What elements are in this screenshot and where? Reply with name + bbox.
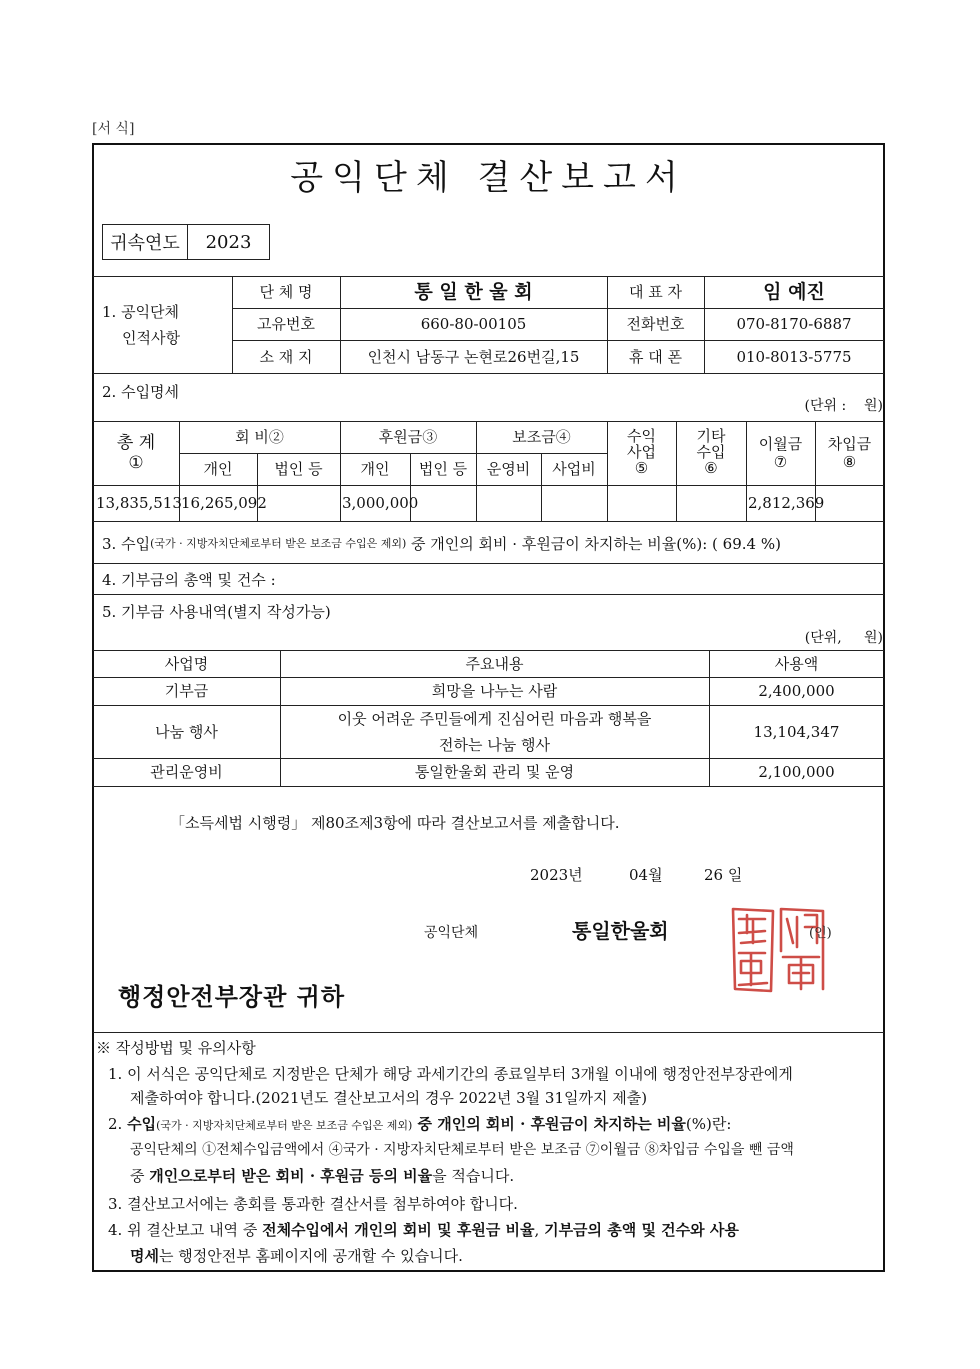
subsidy-ops-header: 운영비 xyxy=(486,460,531,478)
usage-row-amount: 13,104,347 xyxy=(753,722,840,741)
other-income-text1: 기타 xyxy=(696,427,726,446)
phone-value: 070-8170-6887 xyxy=(736,315,852,333)
subsidy-project-header: 사업비 xyxy=(552,460,596,478)
note-1-line1: 1. 이 서식은 공익단체로 지정받은 단체가 해당 과세기간의 종료일부터 3개월 이내에 행정안전부장관에게 xyxy=(108,1065,793,1083)
dues-individual-value: 16,265,092 xyxy=(181,494,267,512)
usage-header-name: 사업명 xyxy=(164,654,209,673)
dues-corp-header: 법인 등 xyxy=(274,460,323,478)
note-2-line1 xyxy=(108,1111,884,1139)
year-value: 2023 xyxy=(205,231,252,253)
loan-num: ⑧ xyxy=(842,453,857,471)
business-income-header xyxy=(607,421,676,485)
official-seal-stamp xyxy=(727,903,832,995)
usage-header-content: 주요내용 xyxy=(465,654,524,673)
donation-header: 후원금③ xyxy=(378,428,438,446)
usage-header-amount: 사용액 xyxy=(774,654,819,673)
address-value: 인천시 남동구 논현로26번길,15 xyxy=(367,347,580,366)
note-2-tail: (%)란: xyxy=(685,1115,732,1133)
note-2-exclusion: (국가 · 지방자치단체로부터 받은 보조금 수입은 제외) xyxy=(156,1119,413,1132)
address-label: 소 재 지 xyxy=(259,347,313,366)
note-2-l3a: 중 xyxy=(130,1167,150,1185)
usage-row-content: 통일한울회 관리 및 운영 xyxy=(414,763,575,781)
notes-heading: ※ 작성방법 및 유의사항 xyxy=(96,1039,256,1057)
section3-note: (국가 · 지방자치단체로부터 받은 보조금 수입은 제외) xyxy=(150,537,407,550)
subsidy-header: 보조금④ xyxy=(512,428,571,446)
representative-label: 대 표 자 xyxy=(628,283,682,301)
other-income-header xyxy=(676,421,746,485)
note-2-ratio-title: 중 개인의 회비 · 후원금이 차지하는 비율 xyxy=(412,1115,686,1133)
note-4-line2 xyxy=(130,1243,463,1269)
note-4-e: 명세 xyxy=(130,1247,159,1265)
section5-unit: (단위, 원) xyxy=(804,630,883,646)
carryover-num: ⑦ xyxy=(773,453,788,471)
note-2-line2: 공익단체의 ①전체수입금액에서 ④국가 · 지방자치단체로부터 받은 보조금 ⑦이월금 ⑧차입금 수입을 뺀 금액 xyxy=(130,1142,794,1158)
usage-row-content-line1: 이웃 어려운 주민들에게 진심어린 마음과 행복을 xyxy=(337,709,652,728)
usage-row-name: 나눔 행사 xyxy=(155,722,218,741)
loan-header xyxy=(815,421,884,485)
signer-label: 공익단체 xyxy=(424,925,479,941)
date-month: 04월 xyxy=(629,866,663,884)
other-income-num: ⑥ xyxy=(704,458,718,477)
note-2-income: 수입 xyxy=(127,1115,157,1133)
dues-header: 회 비② xyxy=(235,428,284,446)
note-1-line2: 제출하여야 합니다.(2021년도 결산보고서의 경우 2022년 3월 31일까지 제출) xyxy=(130,1089,648,1107)
usage-row-content-line2: 전하는 나눔 행사 xyxy=(439,735,550,754)
usage-row-name: 관리운영비 xyxy=(150,763,223,781)
section1-label-sub: 인적사항 xyxy=(122,328,180,347)
note-4-line1 xyxy=(108,1217,884,1243)
note-2-l3b: 개인으로부터 받은 회비 · 후원금 등의 비율 xyxy=(149,1167,433,1185)
section5-label: 5. 기부금 사용내역(별지 작성가능) xyxy=(102,602,331,621)
note-2-l3c: 을 적습니다. xyxy=(432,1167,515,1185)
other-income-text2: 수입 xyxy=(696,443,726,462)
year-label: 귀속연도 xyxy=(103,225,188,259)
mobile-label: 휴 대 폰 xyxy=(628,347,682,366)
addressee: 행정안전부장관 귀하 xyxy=(118,982,346,1011)
note-3: 3. 결산보고서에는 총회를 통과한 결산서를 첨부하여야 합니다. xyxy=(108,1195,518,1213)
carryover-value: 2,812,369 xyxy=(748,494,825,512)
section2-label: 2. 수입명세 xyxy=(102,382,180,401)
reg-number-label: 고유번호 xyxy=(257,315,315,333)
note-4-c: , xyxy=(534,1221,545,1239)
date-year: 2023년 xyxy=(530,866,583,884)
total-header-text: 총 계 xyxy=(116,432,156,453)
year-box xyxy=(102,224,270,260)
note-4-a: 4. 위 결산보고 내역 중 xyxy=(108,1221,263,1239)
mobile-value: 010-8013-5775 xyxy=(736,347,852,366)
business-income-num: ⑤ xyxy=(634,458,649,477)
representative-value: 임 예진 xyxy=(763,280,825,303)
note-4-f: 는 행정안전부 홈페이지에 공개할 수 있습니다. xyxy=(158,1247,463,1265)
form-label: [서 식] xyxy=(92,121,135,137)
loan-text: 차입금 xyxy=(827,435,872,453)
note-4-b: 전체수입에서 개인의 회비 및 후원금 비율 xyxy=(262,1221,535,1239)
usage-row-amount: 2,100,000 xyxy=(758,763,835,781)
total-header xyxy=(93,421,179,485)
usage-row-name: 기부금 xyxy=(164,682,209,700)
note-2-line3 xyxy=(130,1163,514,1189)
section2-unit: (단위 : 원) xyxy=(804,398,883,414)
usage-row-content: 희망을 나누는 사람 xyxy=(431,682,558,700)
reg-number-value: 660-80-00105 xyxy=(420,315,527,333)
section4-label: 4. 기부금의 총액 및 건수 : xyxy=(102,570,276,589)
total-header-num: ① xyxy=(128,453,144,473)
business-income-text2: 사업 xyxy=(627,443,656,462)
date-day: 26 일 xyxy=(704,866,743,884)
dues-individual-header: 개인 xyxy=(203,460,233,478)
org-name-label: 단 체 명 xyxy=(259,283,313,301)
section3-ratio xyxy=(102,532,781,554)
donation-individual-value: 3,000,000 xyxy=(342,494,419,512)
carryover-header xyxy=(746,421,815,485)
section3-label: 3. 수입 xyxy=(102,534,151,553)
donation-corp-header: 법인 등 xyxy=(418,460,468,478)
usage-row-content xyxy=(280,705,709,758)
business-income-text1: 수익 xyxy=(627,427,656,446)
document-title: 공익단체 결산보고서 xyxy=(290,158,687,198)
note-2-number: 2. xyxy=(108,1115,128,1133)
carryover-text: 이월금 xyxy=(758,435,803,453)
total-value: 13,835,513 xyxy=(96,494,182,512)
usage-row-amount: 2,400,000 xyxy=(758,682,835,700)
submission-statement: 「소득세법 시행령」 제80조제3항에 따라 결산보고서를 제출합니다. xyxy=(170,814,620,832)
donation-individual-header: 개인 xyxy=(360,460,390,478)
org-name-value: 통 일 한 울 회 xyxy=(414,280,533,303)
signer-name: 통일한울회 xyxy=(572,919,669,943)
section1-label: 1. 공익단체 xyxy=(102,302,180,321)
seal-label: (인) xyxy=(809,926,832,941)
phone-label: 전화번호 xyxy=(626,315,685,333)
note-4-d: 기부금의 총액 및 건수와 사용 xyxy=(544,1221,739,1239)
section3-ratio-value: 중 개인의 회비 · 후원금이 차지하는 비율(%): ( 69.4 %) xyxy=(406,534,781,553)
